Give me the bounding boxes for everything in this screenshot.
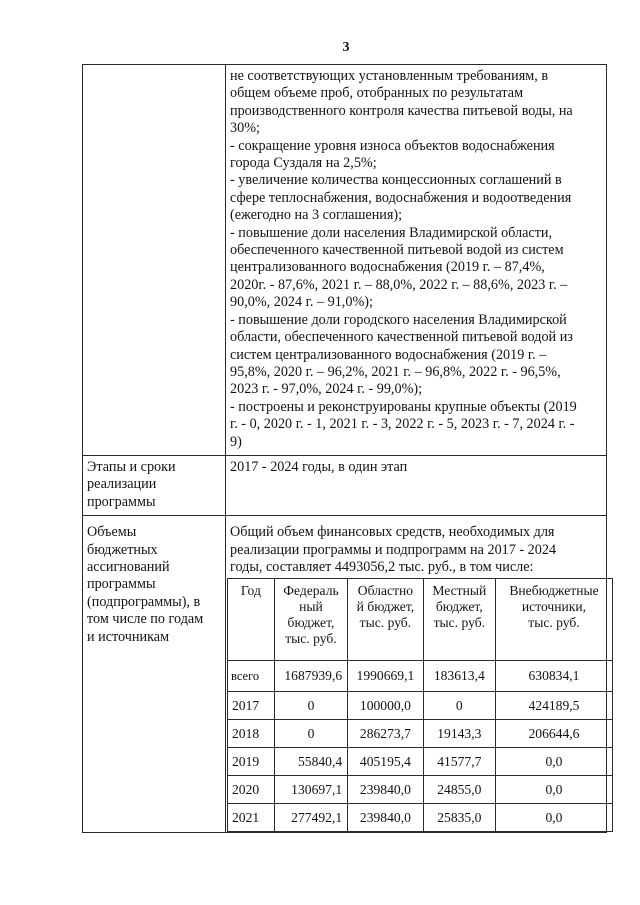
cell-local: 41577,7 (423, 748, 495, 776)
page-number: 3 (342, 40, 350, 55)
targets-line: обеспеченного качественной питьевой водой из систем (230, 242, 564, 259)
financing-label-line: Объемы (87, 524, 137, 541)
table-row (228, 748, 613, 776)
financing-content-cell (226, 516, 607, 833)
stages-label-line: Этапы и сроки (87, 459, 176, 475)
targets-line: - увеличение количества концессионных соглашений в (230, 172, 562, 189)
targets-line: сфере теплоснабжения, водоснабжения и водоотведения (230, 189, 572, 206)
targets-line: - сокращение уровня износа объектов водоснабжения (230, 137, 555, 154)
cell-year: 2018 (228, 720, 275, 748)
cell-federal: 0 (274, 720, 347, 748)
table-row (228, 661, 613, 692)
targets-row (83, 65, 607, 456)
financing-intro-line: Общий объем финансовых средств, необходимых для (230, 524, 555, 541)
stages-label-line: реализации (87, 476, 157, 493)
cell-extra: 0,0 (495, 776, 612, 804)
cell-year: 2019 (228, 748, 275, 776)
financing-label-line: программы (87, 576, 156, 593)
stages-value: 2017 - 2024 годы, в один этап (230, 459, 408, 475)
targets-line: систем централизованного водоснабжения (2019 г. – (230, 346, 547, 363)
cell-federal: 277492,1 (274, 804, 347, 832)
table-row (228, 804, 613, 832)
cell-local: 183613,4 (423, 661, 495, 692)
cell-local: 24855,0 (423, 776, 495, 804)
header-year: Год (228, 579, 275, 661)
targets-text-cell (226, 65, 607, 456)
financing-label-line: том числе по годам (87, 611, 204, 628)
financing-label-line: и источникам (87, 628, 170, 645)
financing-label-cell (83, 516, 226, 833)
targets-line: области, обеспеченного качественной питьевой водой из (230, 329, 573, 346)
financing-label-line: ассигнований (87, 559, 170, 576)
targets-line: производственного контроля качества питьевой воды, на (230, 102, 573, 119)
financing-label-line: (подпрограммы), в (87, 593, 201, 610)
financing-intro-line: годы, составляет 4493056,2 тыс. руб., в том числе: (230, 559, 534, 576)
table-row (228, 692, 613, 720)
stages-label-cell (83, 456, 226, 516)
cell-federal: 130697,1 (274, 776, 347, 804)
cell-regional: 100000,0 (348, 692, 424, 720)
cell-year: всего (228, 661, 275, 692)
cell-extra: 630834,1 (495, 661, 612, 692)
cell-local: 19143,3 (423, 720, 495, 748)
table-row (228, 776, 613, 804)
header-regional: Областно й бюджет, тыс. руб. (348, 579, 424, 661)
cell-extra: 0,0 (495, 748, 612, 776)
targets-line: не соответствующих установленным требованиям, в (230, 68, 549, 84)
cell-regional: 405195,4 (348, 748, 424, 776)
cell-extra: 424189,5 (495, 692, 612, 720)
cell-regional: 239840,0 (348, 776, 424, 804)
targets-line: - повышение доли населения Владимирской области, (230, 224, 553, 241)
targets-line: г. - 0, 2020 г. - 1, 2021 г. - 3, 2022 г. - 5, 2023 г. - 7, 2024 г. - (230, 416, 575, 433)
targets-line: централизованного водоснабжения (2019 г. – 87,4%, (230, 259, 545, 276)
cell-regional: 239840,0 (348, 804, 424, 832)
financing-table-header (228, 579, 613, 661)
cell-year: 2020 (228, 776, 275, 804)
cell-regional: 1990669,1 (348, 661, 424, 692)
cell-local: 25835,0 (423, 804, 495, 832)
cell-extra: 206644,6 (495, 720, 612, 748)
cell-federal: 1687939,6 (274, 661, 347, 692)
header-extrabudgetary: Внебюджетные источники, тыс. руб. (495, 579, 612, 661)
financing-label-line: бюджетных (87, 541, 158, 558)
header-local: Местный бюджет, тыс. руб. (423, 579, 495, 661)
targets-line: общем объеме проб, отобранных по результатам (230, 85, 524, 102)
cell-year: 2021 (228, 804, 275, 832)
header-federal: Федераль ный бюджет, тыс. руб. (274, 579, 347, 661)
targets-line: 95,8%, 2020 г. – 96,2%, 2021 г. – 96,8%, 2022 г. - 96,5%, (230, 363, 561, 380)
program-passport-table (82, 64, 607, 833)
targets-line: 9) (230, 433, 242, 450)
cell-year: 2017 (228, 692, 275, 720)
targets-line: города Суздаля на 2,5%; (230, 155, 377, 172)
targets-line: 2023 г. - 97,0%, 2024 г. - 99,0%); (230, 381, 423, 398)
cell-extra: 0,0 (495, 804, 612, 832)
financing-intro-line: реализации программы и подпрограмм на 2017 - 2024 (230, 541, 557, 558)
financing-row (83, 516, 607, 833)
cell-federal: 0 (274, 692, 347, 720)
targets-label-cell (83, 65, 226, 456)
cell-local: 0 (423, 692, 495, 720)
stages-row (83, 456, 607, 516)
targets-line: - построены и реконструированы крупные объекты (2019 (230, 398, 577, 415)
targets-line: 30%; (230, 120, 260, 137)
table-row (228, 720, 613, 748)
targets-line: (ежегодно на 3 соглашения); (230, 207, 403, 224)
cell-federal: 55840,4 (274, 748, 347, 776)
targets-line: 2020г. - 87,6%, 2021 г. – 88,0%, 2022 г. – 88,6%, 2023 г. – (230, 276, 568, 293)
stages-value-cell (226, 456, 607, 516)
cell-regional: 286273,7 (348, 720, 424, 748)
stages-label-line: программы (87, 493, 156, 510)
financing-table (227, 578, 613, 832)
targets-line: 90,0%, 2024 г. – 91,0%); (230, 294, 373, 311)
targets-line: - повышение доли городского населения Владимирской (230, 311, 567, 328)
